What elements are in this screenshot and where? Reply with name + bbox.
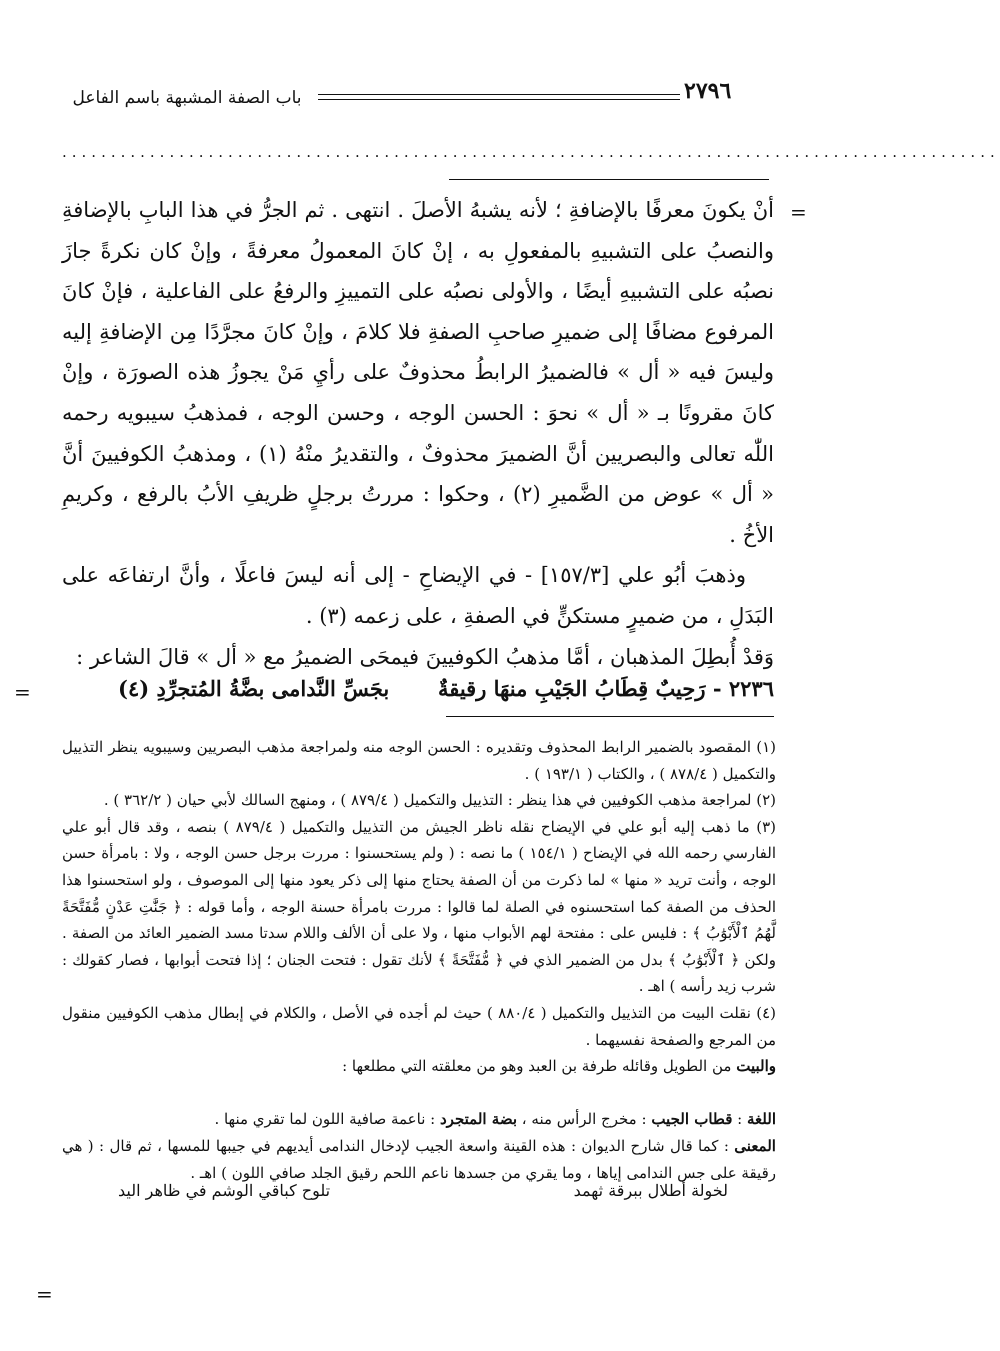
source-text: من الطويل وقائله طرفة بن العبد وهو من معلقته التي مطلعها : [342,1057,732,1076]
continuation-mark-verse: = [14,680,31,704]
verse-number: ٢٢٣٦ [728,676,774,701]
source-label: والبيت [736,1057,776,1076]
lugha-label: اللغة [747,1110,776,1129]
source-note [62,1053,776,1080]
main-text [62,190,774,677]
footnote: (٤) نقلت البيت من التذييل والتكميل ( ٨٨٠/٤ ) حيث لم أجده في الأصل ، والكلام في إبطال مذهب الكوفيين منقول من المرجع والصفحة نفسيهما . [62,1003,776,1049]
poem-spacer [62,1080,776,1107]
paragraph: وذهبَ أبُو علي [١٥٧/٣] - في الإيضاحِ - إلى أنه ليسَ فاعلًا ، وأنَّ ارتفاعَه على البَدَلِ ، من ضميرٍ مستكنٍّ في الصفةِ ، على زعمه (٣) . [62,563,774,628]
header-rule-lower [318,99,680,100]
page-number: ٢٧٩٦ [684,78,732,104]
poem-line [118,1181,728,1200]
verse-hemistich-1: رَحِيبٌ قِطَابُ الجَيْبِ منهَا رقيقةٌ [437,676,706,701]
poem-hemistich-2: تلوح كباقي الوشم في ظاهر اليد [118,1181,331,1200]
lugha-note: اللغة : قطاب الجيب : مخرج الرأس منه ، بضة المتجرد : ناعمة صافية اللون لما تقري منها . [214,1110,776,1129]
dotted-separator: ................................................................................................ [62,143,1000,161]
lugha-word-2: بضة المتجرد [439,1110,518,1129]
lugha-text-2: : ناعمة صافية اللون لما تقري منها . [214,1110,436,1129]
continuation-mark-bottom: = [36,1282,53,1306]
footnote: (١) المقصود بالضمير الرابط المحذوف وتقديره : الحسن الوجه منه ولمراجعة مذهب البصريين وسيبويه ينظر التذييل والتكميل ( ٨٧٨/٤ ) ، والكتاب ( ١٩٣/١ ) . [62,738,776,783]
mana-note [62,1133,776,1186]
mana-label: المعنى [734,1136,776,1155]
header-rule [318,94,680,95]
paragraph: وَقدْ أُبطِلَ المذهبان ، أمَّا مذهبُ الكوفيينَ فيمحَى الضميرُ مع « أل » قالَ الشاعر : [76,644,774,669]
poem-hemistich-1: لخولة أطلال ببرقة ثهمد [573,1181,728,1200]
footnote-rule [446,716,774,717]
paragraph: أنْ يكونَ معرفًا بالإضافةِ ؛ لأنه يشبهُ الأصلَ . انتهى . ثم الجرُّ في هذا البابِ بالإضافةِ والنصبُ على التشبيهِ بالمفعولِ به ، إنْ كانَ المعمولُ معرفةً ، وإنْ كان نكرةً جازَ نصبُه على التشبيهِ أيضًا ، والأولى نصبُه على التمييزِ والرفعُ على الفاعلية ، فإنْ كانَ المرفوع مضافًا إلى ضميرِ صاحبِ الصفةِ فلا كلامَ ، وإنْ كانَ مجرَّدًا مِن الإضافةِ إليه وليسَ فيه « أل » فالضميرُ الرابطُ محذوفٌ على رأيِ مَنْ يجوزُ هذه الصورَة ، وإنْ كانَ مقرونًا بـ « أل » نحوَ : الحسن الوجه ، وحسن الوجه ، فمذهبُ سيبويه رحمه اللّٰه تعالى والبصريين أنَّ الضميرَ محذوفٌ ، والتقديرُ منْهُ (١) ، ومذهبُ الكوفيينَ أنَّ « أل » عوض من الضَّميرِ (٢) ، وحكوا : مررتُ برجلٍ ظريفِ الأبُ بالرفع ، وكريمِ الأخُ . [62,198,774,547]
margin-rule [449,179,769,180]
footnote: (٣) ما ذهب إليه أبو علي في الإيضاح نقله ناظر الجيش من التذييل والتكميل ( ٨٧٩/٤ ) بنصه ، وقد قال أبو علي الفارسي رحمه الله في الإيضاح ( ١٥٤/١ ) ما نصه : ( ولم يستحسنوا : مررت برجل حسن الوجه ، ولا : بامرأة حسن الوجه ، وأنت تريد « منها » لما ذكرت من أن الصفة يحتاج منها إلى ذكر يعود منها إلى الموصوف ، ولو استحسنوا هذا الحذف من الصفة كما استحسنوه في الصلة لما قالوا : مررت بامرأة حسنة الوجه ، وأما قوله : ﴿ جَنَّٰتِ عَدْنٍ مُّفَتَّحَةً لَّهُمُ ٱلْأَبْوَٰبُ ﴾ : فليس على : مفتحة لهم الأبواب منها ، ولا على أن الألف واللام سدتا مسد الضمير العائد من الصفة . ولكن ﴿ ٱلْأَبْوَٰبُ ﴾ بدل من الضمير الذي في ﴿ مُّفَتَّحَةً ﴾ لأنك تقول : فتحت الجنان ؛ إذا فتحت أبوابها ، فصار كقولك : شرب زيد رأسه ) اهـ . [62,817,777,996]
verse-hemistich-2: بجَسِّ النَّدامى بضَّةُ المُتجرِّدِ (٤) [118,676,390,701]
lugha-word-1: قطاب الجيب [651,1110,733,1129]
footnote: (٢) لمراجعة مذهب الكوفيين في هذا ينظر : التذييل والتكميل ( ٨٧٩/٤ ) ، ومنهج السالك لأبي حيان ( ٣٦٢/٢ ) . [103,791,776,810]
verse-line [60,676,774,701]
mana-text: : كما قال شارح الديوان : هذه القينة واسعة الجيب لإدخال الندامى أيديهم في جيبها للمسها ، ثم قال : ( هي رقيقة على جس الندامى إياها ، وما يقري من جسدها ناعم اللحم رقيق الجلد صافي اللون ) اهـ . [62,1136,776,1182]
footnotes [62,734,776,1186]
verse-dash: - [705,676,722,701]
chapter-title: باب الصفة المشبهة باسم الفاعل [72,88,302,108]
lugha-text-1: : مخرج الرأس منه ، [521,1110,647,1129]
continuation-mark-top: = [790,200,807,224]
